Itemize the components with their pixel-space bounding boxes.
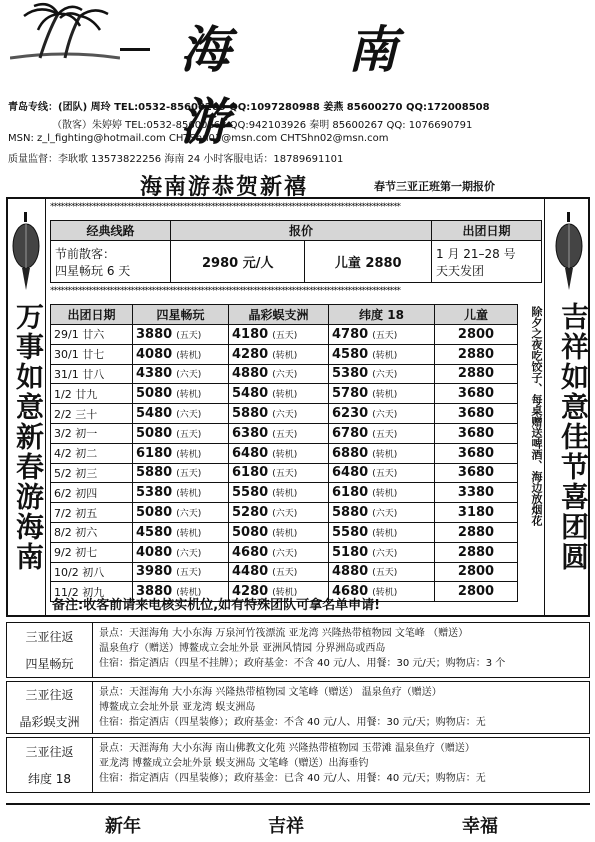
package-details: [99, 626, 505, 671]
price-value: 5380: [136, 485, 173, 501]
price-value: 5080: [136, 425, 173, 441]
contact-line-3: MSN: z_l_fighting@hotmail.com CHTShn01@msn.com CHTShn02@msn.com: [8, 133, 389, 144]
cell-price: [329, 423, 435, 443]
cell-price: [229, 325, 329, 345]
price-table: [50, 304, 518, 602]
cell-price: [329, 344, 435, 364]
price-tag: (转机): [176, 390, 202, 401]
child-price: 3680: [457, 425, 495, 441]
cell-price: [133, 542, 229, 562]
package-detail-line: 亚龙湾 博鳌成立会址外景 蜈支洲岛 文笔峰（赠送）出海垂钓: [99, 758, 369, 769]
price-value: 5580: [332, 524, 369, 540]
price-tag: (转机): [272, 489, 298, 500]
cell-date: [51, 325, 133, 345]
cell-price: [229, 542, 329, 562]
price-value: 5480: [232, 386, 269, 402]
price-row: [51, 522, 518, 542]
cell-date: [51, 562, 133, 582]
price-tag: (六天): [372, 548, 398, 559]
price-tag: (五天): [272, 568, 298, 579]
price-row: [51, 483, 518, 503]
cell-date: [51, 443, 133, 463]
child-price: 2800: [457, 584, 495, 600]
price-tag: (六天): [176, 410, 202, 421]
cell-date: [51, 483, 133, 503]
remark: 备注:收客前请来电核实机位,如有特殊团队可拿名单申请!: [52, 598, 381, 613]
price-row: [51, 404, 518, 424]
price-value: 5280: [232, 505, 269, 521]
price-tag: (转机): [372, 449, 398, 460]
cell-date: [51, 384, 133, 404]
price-value: 5080: [136, 505, 173, 521]
route-header-dates: 出团日期: [432, 221, 542, 241]
cell-price: [329, 364, 435, 384]
cell-date: [51, 404, 133, 424]
cell-price: [229, 344, 329, 364]
child-price: 2800: [457, 564, 495, 580]
cell-child: [435, 503, 518, 523]
cell-price: [133, 562, 229, 582]
row-date: 4/2 初二: [54, 447, 98, 461]
cell-child: [435, 364, 518, 384]
cell-child: [435, 542, 518, 562]
price-tag: (转机): [272, 528, 298, 539]
route-dates: [432, 241, 542, 283]
child-price: 2880: [457, 524, 495, 540]
row-date: 7/2 初五: [54, 506, 98, 520]
child-price: 3680: [457, 465, 495, 481]
star-divider-middle: ****************************************************************************************************: [50, 286, 400, 296]
package-jingcai: [6, 681, 590, 734]
banner-title: 海南游恭贺新禧: [140, 174, 309, 200]
col-header-jingcai: 晶彩蜈支洲: [229, 305, 329, 325]
price-tag: (五天): [272, 469, 298, 480]
price-value: 5080: [136, 386, 173, 402]
price-tag: (转机): [372, 528, 398, 539]
price-tag: (六天): [272, 509, 298, 520]
child-price: 2880: [457, 346, 495, 362]
price-value: 4880: [332, 564, 369, 580]
route-dates-line2: 天天发团: [436, 263, 485, 278]
price-tag: (六天): [176, 509, 202, 520]
row-date: 11/2 初九: [54, 585, 105, 599]
price-value: 6180: [332, 485, 369, 501]
price-tag: (六天): [272, 548, 298, 559]
cell-price: [229, 522, 329, 542]
route-header-line: 经典线路: [51, 221, 171, 241]
cell-price: [133, 483, 229, 503]
cell-child: [435, 463, 518, 483]
price-value: 6230: [332, 406, 369, 422]
cell-price: [229, 384, 329, 404]
price-value: 4380: [136, 366, 173, 382]
package-title: 四星畅玩: [25, 657, 74, 671]
cell-child: [435, 562, 518, 582]
footer-word-happiness: 幸福: [462, 816, 498, 837]
cell-date: [51, 522, 133, 542]
cell-price: [329, 562, 435, 582]
side-note: 除夕之夜吃饺子、每桌赠送啤酒、海边放烟花: [530, 306, 543, 526]
cell-price: [133, 364, 229, 384]
price-value: 5880: [332, 505, 369, 521]
package-detail-line: 景点：天涯海角 大小东海 兴隆热带植物园 文笔峰（赠送） 温泉鱼疗（赠送）: [99, 687, 442, 698]
lantern-left-icon: [10, 212, 42, 292]
price-tag: (六天): [372, 509, 398, 520]
package-details: [99, 741, 486, 786]
price-row: [51, 384, 518, 404]
price-row: [51, 325, 518, 345]
footer-word-new-year: 新年: [105, 816, 141, 837]
col-header-child: 儿童: [435, 305, 518, 325]
cell-price: [329, 443, 435, 463]
cell-child: [435, 384, 518, 404]
price-value: 3980: [136, 564, 173, 580]
price-value: 4580: [332, 346, 369, 362]
price-tag: (转机): [176, 588, 202, 599]
price-tag: (六天): [272, 370, 298, 381]
price-tag: (转机): [272, 449, 298, 460]
price-value: 5480: [136, 406, 173, 422]
package-title: 纬度 18: [27, 772, 72, 786]
cell-price: [229, 562, 329, 582]
price-value: 6480: [232, 445, 269, 461]
cell-price: [329, 522, 435, 542]
contact-line-1: 青岛专线：(团队) 周玲 TEL:0532-85600269 QQ:1097280988 姜燕 85600270 QQ:172008508: [8, 102, 490, 113]
cell-price: [229, 483, 329, 503]
price-tag: (转机): [372, 588, 398, 599]
price-value: 3880: [136, 326, 173, 342]
package-details: [99, 685, 486, 730]
package-route: 三亚往返: [25, 745, 74, 759]
price-value: 4280: [232, 584, 269, 600]
package-four-star: [6, 622, 590, 678]
route-adult-price: 2980 元/人: [171, 241, 305, 283]
price-tag: (五天): [176, 469, 202, 480]
price-tag: (六天): [272, 410, 298, 421]
price-tag: (五天): [372, 330, 398, 341]
price-value: 5180: [332, 544, 369, 560]
col-header-four-star: 四星畅玩: [133, 305, 229, 325]
price-value: 6380: [232, 425, 269, 441]
header-line: [120, 48, 150, 51]
route-name-line2: 四星畅玩 6 天: [55, 263, 131, 278]
cell-price: [229, 443, 329, 463]
banner-subtitle: 春节三亚正班第一期报价: [374, 180, 495, 193]
price-value: 3880: [136, 584, 173, 600]
row-date: 6/2 初四: [54, 486, 98, 500]
price-tag: (转机): [272, 588, 298, 599]
cell-child: [435, 483, 518, 503]
price-value: 5380: [332, 366, 369, 382]
price-value: 4680: [332, 584, 369, 600]
price-tag: (转机): [176, 489, 202, 500]
route-dates-line1: 1 月 21–28 号: [436, 246, 516, 261]
package-name: [7, 623, 93, 677]
contact-line-2: （散客）朱婷婷 TEL:0532-85600268 QQ:942103926 秦明 85600267 QQ: 1076690791: [52, 120, 473, 131]
cell-child: [435, 423, 518, 443]
row-date: 1/2 廿九: [54, 387, 98, 401]
price-value: 5880: [232, 406, 269, 422]
child-price: 2880: [457, 544, 495, 560]
price-value: 5080: [232, 524, 269, 540]
side-slogan-right: 吉祥如意佳节喜团圆: [557, 302, 590, 572]
row-date: 5/2 初三: [54, 466, 98, 480]
price-tag: (六天): [176, 370, 202, 381]
price-tag: (转机): [372, 350, 398, 361]
cell-price: [329, 325, 435, 345]
contact-line-4: 质量监督：李耿歌 13573822256 海南 24 小时客服电话：18789691101: [8, 154, 344, 165]
cell-date: [51, 463, 133, 483]
cell-price: [133, 344, 229, 364]
package-detail-line: 住宿：指定酒店（四星不挂牌）；政府基金：不含 40 元/人、用餐：30 元/天；购物店：3 个: [99, 658, 506, 669]
price-tag: (转机): [176, 528, 202, 539]
package-detail-line: 住宿：指定酒店（四星装修）；政府基金：已含 40 元/人、用餐：40 元/天；购物店：无: [99, 773, 486, 784]
package-route: 三亚往返: [25, 630, 74, 644]
price-row: [51, 463, 518, 483]
price-value: 6180: [136, 445, 173, 461]
price-value: 5880: [136, 465, 173, 481]
palm-tree-logo: [10, 2, 120, 64]
cell-price: [229, 423, 329, 443]
price-value: 4680: [232, 544, 269, 560]
cell-price: [329, 404, 435, 424]
price-tag: (五天): [372, 568, 398, 579]
price-value: 6780: [332, 425, 369, 441]
price-row: [51, 344, 518, 364]
cell-date: [51, 542, 133, 562]
price-tag: (转机): [372, 390, 398, 401]
package-route: 三亚往返: [25, 687, 74, 702]
cell-child: [435, 404, 518, 424]
child-price: 3680: [457, 406, 495, 422]
route-header-price: 报价: [171, 221, 432, 241]
cell-price: [133, 384, 229, 404]
side-slogan-left: 万事如意新春游海南: [12, 302, 45, 572]
price-tag: (转机): [372, 489, 398, 500]
cell-price: [329, 463, 435, 483]
row-date: 2/2 三十: [54, 407, 98, 421]
row-date: 31/1 廿八: [54, 367, 105, 381]
cell-price: [329, 483, 435, 503]
child-price: 2880: [457, 366, 495, 382]
package-title: 晶彩蜈支洲: [19, 714, 80, 729]
lantern-right-icon: [553, 212, 585, 292]
footer-word-lucky: 吉祥: [268, 816, 304, 837]
price-value: 4580: [136, 524, 173, 540]
price-value: 4080: [136, 544, 173, 560]
cell-price: [133, 503, 229, 523]
route-child-price: 儿童 2880: [305, 241, 432, 283]
cell-date: [51, 503, 133, 523]
price-value: 5580: [232, 485, 269, 501]
price-tag: (五天): [372, 429, 398, 440]
package-name: [7, 738, 93, 792]
row-date: 8/2 初六: [54, 526, 98, 540]
cell-price: [133, 325, 229, 345]
cell-price: [329, 503, 435, 523]
price-value: 4080: [136, 346, 173, 362]
cell-price: [229, 404, 329, 424]
star-divider-top: ****************************************************************************************************: [50, 202, 400, 212]
price-value: 4880: [232, 366, 269, 382]
cell-child: [435, 443, 518, 463]
row-date: 10/2 初八: [54, 565, 105, 579]
cell-date: [51, 364, 133, 384]
price-tag: (五天): [176, 330, 202, 341]
cell-price: [133, 423, 229, 443]
price-value: 5780: [332, 386, 369, 402]
price-tag: (五天): [176, 568, 202, 579]
price-tag: (五天): [176, 429, 202, 440]
price-row: [51, 503, 518, 523]
cell-date: [51, 344, 133, 364]
package-detail-line: 温泉鱼疗（赠送）博鳌成立会址外景 亚洲风情园 分界洲岛或西岛: [99, 643, 386, 654]
row-date: 3/2 初一: [54, 427, 98, 441]
price-tag: (六天): [176, 548, 202, 559]
cell-price: [133, 404, 229, 424]
price-row: [51, 423, 518, 443]
col-header-weidu: 纬度 18: [329, 305, 435, 325]
price-tag: (六天): [372, 370, 398, 381]
price-row: [51, 443, 518, 463]
cell-date: [51, 423, 133, 443]
package-detail-line: 住宿：指定酒店（四星装修）；政府基金：不含 40 元/人、用餐：30 元/天；购物店：无: [99, 717, 486, 728]
price-tag: (五天): [272, 330, 298, 341]
cell-child: [435, 344, 518, 364]
cell-price: [133, 443, 229, 463]
child-price: 3680: [457, 386, 495, 402]
cell-price: [329, 384, 435, 404]
price-value: 4480: [232, 564, 269, 580]
cell-child: [435, 325, 518, 345]
package-detail-line: 景点：天涯海角 大小东海 南山佛教文化苑 兴隆热带植物园 玉带滩 温泉鱼疗（赠送）: [99, 743, 475, 754]
package-detail-line: 景点：天涯海角 大小东海 万泉河竹筏漂流 亚龙湾 兴隆热带植物园 文笔峰 （赠送）: [99, 628, 469, 639]
price-tag: (五天): [372, 469, 398, 480]
row-date: 29/1 廿六: [54, 328, 105, 342]
cell-price: [229, 364, 329, 384]
page-title: 海 南 游: [180, 20, 448, 151]
package-detail-line: 博鳌成立会址外景 亚龙湾 蜈支洲岛: [99, 702, 256, 713]
price-tag: (五天): [272, 429, 298, 440]
price-tag: (转机): [176, 350, 202, 361]
price-tag: (六天): [372, 410, 398, 421]
route-name: [51, 241, 171, 283]
price-row: [51, 562, 518, 582]
price-row: [51, 364, 518, 384]
price-value: 4280: [232, 346, 269, 362]
cell-price: [133, 522, 229, 542]
child-price: 3680: [457, 445, 495, 461]
cell-price: [133, 463, 229, 483]
price-value: 6880: [332, 445, 369, 461]
child-price: 2800: [457, 326, 495, 342]
price-row: [51, 542, 518, 562]
price-tag: (转机): [272, 350, 298, 361]
footer-divider: [6, 803, 590, 805]
cell-child: [435, 582, 518, 602]
child-price: 3380: [457, 485, 495, 501]
route-table: [50, 220, 542, 283]
package-name: [7, 682, 93, 733]
row-date: 30/1 廿七: [54, 348, 105, 362]
cell-price: [229, 463, 329, 483]
price-tag: (转机): [272, 390, 298, 401]
package-weidu: [6, 737, 590, 793]
cell-child: [435, 522, 518, 542]
price-value: 6180: [232, 465, 269, 481]
child-price: 3180: [457, 505, 495, 521]
col-header-date: 出团日期: [51, 305, 133, 325]
price-tag: (转机): [176, 449, 202, 460]
price-value: 6480: [332, 465, 369, 481]
cell-price: [329, 542, 435, 562]
price-value: 4180: [232, 326, 269, 342]
route-name-line1: 节前散客：: [55, 246, 116, 261]
cell-price: [229, 503, 329, 523]
row-date: 9/2 初七: [54, 546, 98, 560]
price-value: 4780: [332, 326, 369, 342]
